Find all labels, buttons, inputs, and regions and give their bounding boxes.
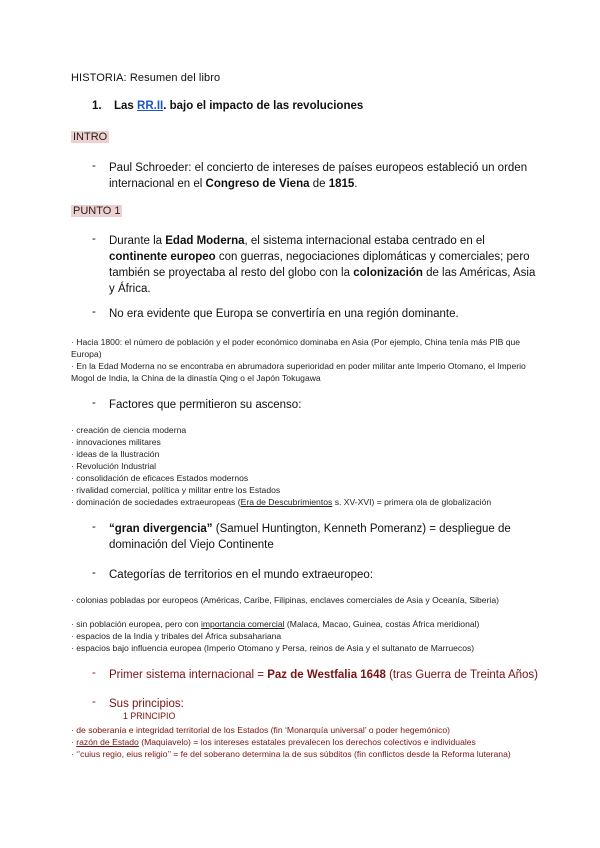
categoria-item: · espacios bajo influencia europea (Imperio Otomano y Persa, reinos de Asia y el sultanato de Marruecos) — [71, 643, 475, 653]
categoria-item: · colonias pobladas por europeos (Américas, Caribe, Filipinas, enclaves comerciales de Asia y Oceanía, Siberia) — [71, 595, 499, 605]
factor-item: · creación de ciencia moderna — [71, 425, 187, 435]
heading-post: . bajo el impacto de las revoluciones — [163, 100, 364, 112]
factor-item: · dominación de sociedades extraeuropeas (Era de Descubrimientos s. XV-XVI) = primera ola de globalización — [71, 497, 492, 507]
bullet-dash: - — [92, 667, 96, 679]
heading-pre: Las — [114, 100, 138, 112]
bullet-dash: - — [92, 160, 96, 172]
heading-number: 1. — [92, 100, 102, 112]
principio-item: · de soberanía e integridad territorial de los Estados (fin ‘Monarquía universal’ o poder hegemónico) — [71, 725, 450, 735]
divergencia-bullet: “gran divergencia” (Samuel Huntington, Kenneth Pomeranz) = despliegue de dominación del Viejo Continente — [109, 523, 511, 551]
note-1800: · Hacia 1800: el número de población y el poder económico dominaba en Asia (Por ejemplo, China tenía más PIB que Europa) — [71, 337, 521, 359]
intro-label: INTRO — [73, 131, 108, 143]
bullet-dash: - — [92, 521, 96, 533]
bullet-dash: - — [92, 306, 96, 318]
bullet-dash: - — [92, 397, 96, 409]
westfalia-bullet: Primer sistema internacional = Paz de Westfalia 1648 (tras Guerra de Treinta Años) — [109, 669, 538, 681]
intro-bullet-text: Paul Schroeder: el concierto de intereses de países europeos estableció un orden internacional en el Congreso de Viena de 1815. — [109, 162, 528, 190]
factor-item: · innovaciones militares — [71, 437, 161, 447]
section-heading — [92, 100, 363, 112]
principios-bullet: Sus principios: — [109, 698, 184, 710]
factor-item: · consolidación de eficaces Estados modernos — [71, 473, 249, 483]
heading-link[interactable]: RR.II — [137, 100, 164, 112]
principio-label: 1 PRINCIPIO — [123, 711, 176, 721]
bullet-dash: - — [92, 696, 96, 708]
factor-item: · ideas de la Ilustración — [71, 449, 160, 459]
factores-bullet: Factores que permitieron su ascenso: — [109, 399, 302, 411]
bullet-dash: - — [92, 567, 96, 579]
factor-item: · Revolución Industrial — [71, 461, 157, 471]
principio-item: · razón de Estado (Maquiavelo) = los intereses estatales prevalecen los derechos colectivos e individuales — [71, 737, 476, 747]
principio-item: · ‘’cuius regio, eius religio’’ = fe del soberano determina la de sus súbditos (fin conflictos desde la Reforma luterana) — [71, 749, 511, 759]
note-edad-moderna: · En la Edad Moderna no se encontraba en abrumadora superioridad en poder militar ante Imperio Otomano, el Imperio Mogol de India, la China de la dinastía Qing o el Japón Tokugawa — [71, 361, 526, 383]
edad-moderna-bullet: Durante la Edad Moderna, el sistema internacional estaba centrado en el continente europeo con guerras, negociaciones diplomáticas y comerciales; pero también se proyectaba al resto del globo con la colonización de las Américas, Asia y África. — [109, 235, 536, 295]
bullet-dash: - — [92, 233, 96, 245]
document-title: HISTORIA: Resumen del libro — [71, 72, 221, 84]
europa-bullet: No era evidente que Europa se convertiría en una región dominante. — [109, 308, 459, 320]
categoria-item: · espacios de la India y tribales del África subsahariana — [71, 631, 282, 641]
categorias-bullet: Categorías de territorios en el mundo extraeuropeo: — [109, 569, 374, 581]
punto1-label: PUNTO 1 — [73, 205, 121, 217]
categoria-item: · sin población europea, pero con importancia comercial (Malaca, Macao, Guinea, costas África meridional) — [71, 619, 480, 629]
factor-item: · rivalidad comercial, política y militar entre los Estados — [71, 485, 281, 495]
